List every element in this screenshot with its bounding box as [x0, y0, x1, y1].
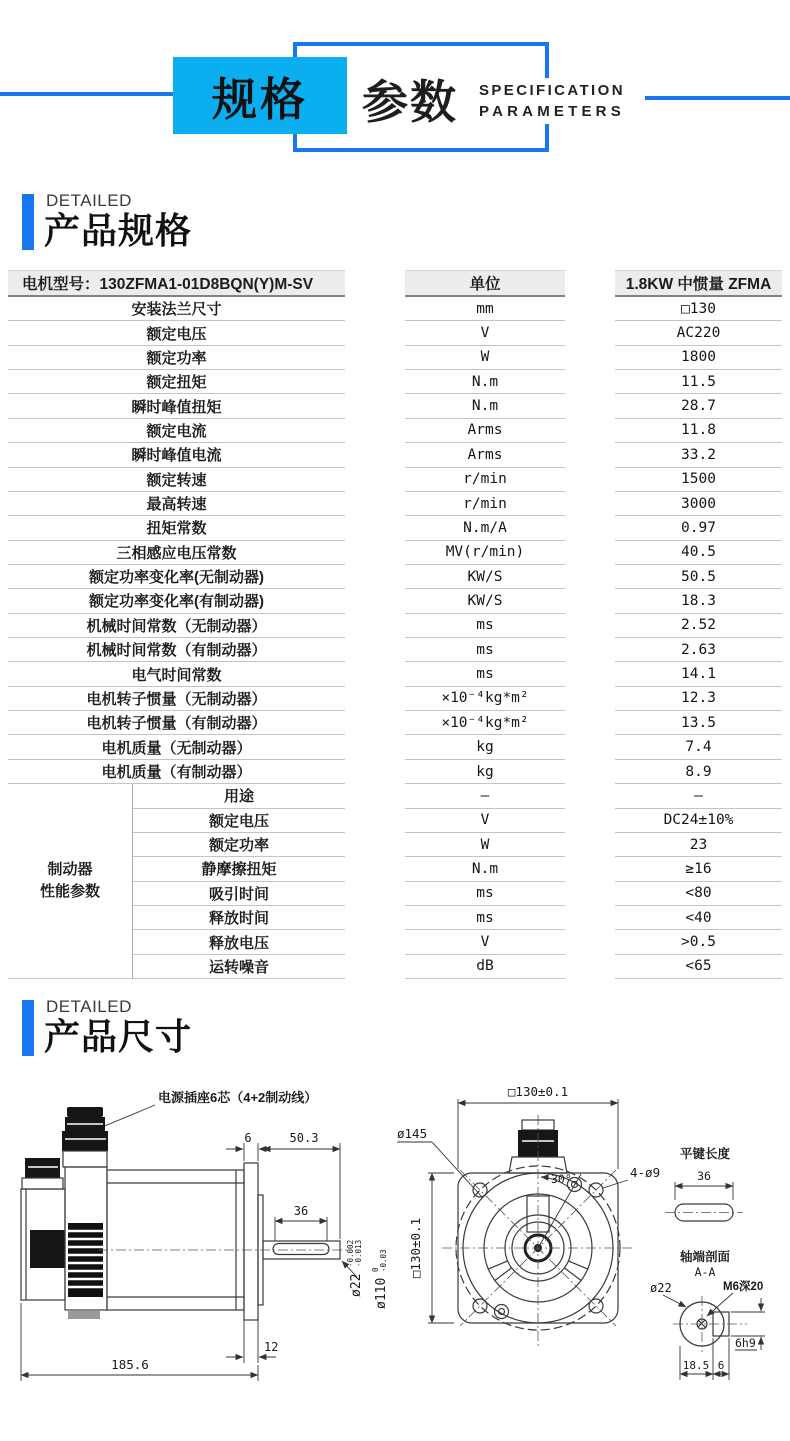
brake-parameter-group [8, 784, 782, 979]
key-and-shaft-section-drawing [645, 1140, 790, 1402]
dim-shaft-diameter: ø22 [349, 1273, 364, 1297]
table-row [133, 906, 782, 930]
unit-cell: mm [405, 297, 565, 321]
param-name-cell: 额定电流 [8, 419, 345, 443]
value-cell: 50.5 [615, 565, 782, 589]
dim-spigot-diameter: ø110 [374, 1277, 389, 1309]
value-cell: AC220 [615, 321, 782, 345]
param-name-cell: 三相感应电压常数 [8, 541, 345, 565]
value-cell: 33.2 [615, 443, 782, 467]
key-detail-title: 平键长度 [679, 1147, 731, 1161]
table-row [8, 468, 782, 492]
value-cell: 11.5 [615, 370, 782, 394]
value-cell: 11.8 [615, 419, 782, 443]
value-cell: DC24±10% [615, 809, 782, 833]
value-cell: 12.3 [615, 687, 782, 711]
param-name-cell: 额定功率 [133, 833, 345, 857]
shaft-section-dimensions [680, 1298, 765, 1380]
param-name-cell: 最高转速 [8, 492, 345, 516]
unit-cell: N.m/A [405, 516, 565, 540]
value-cell: >0.5 [615, 930, 782, 954]
dim-total-length: 185.6 [111, 1357, 149, 1372]
value-cell: 1500 [615, 468, 782, 492]
dim-keyway-width: 6 [717, 1359, 725, 1372]
param-name-cell: 释放电压 [133, 930, 345, 954]
table-row [8, 760, 782, 784]
brake-rows [133, 784, 782, 979]
key-length-dimension [675, 1169, 733, 1200]
param-name-cell: 瞬时峰值电流 [8, 443, 345, 467]
unit-cell: V [405, 321, 565, 345]
table-header-row [8, 270, 782, 297]
banner-subtitle-line2: PARAMETERS [479, 103, 625, 120]
value-cell: 13.5 [615, 711, 782, 735]
param-name-cell: 电机转子惯量（有制动器） [8, 711, 345, 735]
value-header-cell: 1.8KW 中惯量 ZFMA [615, 270, 782, 297]
front-view-dimensions [397, 1085, 660, 1323]
table-row [133, 784, 782, 808]
header-banner [0, 0, 790, 180]
value-cell: 8.9 [615, 760, 782, 784]
unit-cell: N.m [405, 370, 565, 394]
brake-group-merged-cell [8, 784, 133, 979]
section-eyebrow: DETAILED [46, 191, 132, 210]
shaft-section-title: 轴端剖面 [679, 1250, 731, 1264]
banner-subtitle-line1: SPECIFICATION [479, 82, 625, 99]
value-cell: 3000 [615, 492, 782, 516]
value-cell: 18.3 [615, 589, 782, 613]
banner-left-line [0, 92, 173, 96]
table-row [8, 419, 782, 443]
unit-cell: ms [405, 638, 565, 662]
table-row [8, 662, 782, 686]
param-name-cell: 吸引时间 [133, 882, 345, 906]
value-cell: 40.5 [615, 541, 782, 565]
dim-spigot-tol-lower: -0.03 [379, 1249, 388, 1272]
unit-cell: N.m [405, 394, 565, 418]
dim-boss-depth: 12 [264, 1340, 279, 1354]
table-row [8, 346, 782, 370]
value-cell: 23 [615, 833, 782, 857]
dim-key-width: 6h9 [735, 1336, 756, 1350]
param-name-cell: 额定功率变化率(无制动器) [8, 565, 345, 589]
unit-cell: r/min [405, 492, 565, 516]
dim-flange-width-top: □130±0.1 [507, 1085, 569, 1099]
table-row [133, 857, 782, 881]
value-cell: 14.1 [615, 662, 782, 686]
unit-cell: Arms [405, 419, 565, 443]
value-cell: 28.7 [615, 394, 782, 418]
unit-cell: Arms [405, 443, 565, 467]
unit-cell: ×10⁻⁴kg*m² [405, 687, 565, 711]
table-row [133, 809, 782, 833]
banner-right-line [645, 96, 790, 100]
dim-key-length: 36 [293, 1204, 309, 1218]
spec-table [8, 270, 782, 979]
unit-cell: V [405, 809, 565, 833]
unit-cell: ms [405, 614, 565, 638]
param-name-cell: 电气时间常数 [8, 662, 345, 686]
table-row [8, 687, 782, 711]
value-cell: <80 [615, 882, 782, 906]
dim-shaft-tol-upper: -0.002 [346, 1239, 355, 1267]
section-heading: 产品尺寸 [44, 1016, 193, 1057]
unit-cell: MV(r/min) [405, 541, 565, 565]
column-gap [565, 270, 615, 297]
param-name-cell: 用途 [133, 784, 345, 808]
dimension-section-title [22, 998, 192, 1056]
param-name-cell: 机械时间常数（无制动器） [8, 614, 345, 638]
dim-keyway-offset: 18.5 [682, 1359, 710, 1372]
param-name-cell: 额定扭矩 [8, 370, 345, 394]
unit-cell: r/min [405, 468, 565, 492]
unit-cell: — [405, 784, 565, 808]
value-cell: 2.52 [615, 614, 782, 638]
dim-flange-thickness: 6 [244, 1131, 252, 1145]
dim-boss-diameter: ø145 [397, 1126, 428, 1141]
unit-cell: N.m [405, 857, 565, 881]
param-name-cell: 额定功率 [8, 346, 345, 370]
table-row [8, 394, 782, 418]
param-name-cell: 释放时间 [133, 906, 345, 930]
dim-key-length-detail: 36 [697, 1169, 711, 1183]
connector-callout-label: 电源插座6芯（4+2制动线） [158, 1090, 318, 1105]
table-row [133, 955, 782, 979]
unit-cell: V [405, 930, 565, 954]
table-row [8, 735, 782, 759]
value-cell: □130 [615, 297, 782, 321]
dim-spigot-tol-upper: 0 [371, 1267, 380, 1272]
param-name-cell: 电机质量（无制动器） [8, 735, 345, 759]
table-row [8, 297, 782, 321]
dim-mount-holes: 4-ø9 [630, 1165, 661, 1180]
column-gap [345, 270, 405, 297]
param-name-cell: 额定功率变化率(有制动器) [8, 589, 345, 613]
unit-cell: ×10⁻⁴kg*m² [405, 711, 565, 735]
table-row [8, 541, 782, 565]
param-name-cell: 机械时间常数（有制动器） [8, 638, 345, 662]
value-cell: <40 [615, 906, 782, 930]
dim-tap-spec: M6深20 [723, 1281, 764, 1293]
shaft-section-name: A-A [694, 1265, 716, 1279]
brake-group-label-line2: 性能参数 [39, 883, 100, 901]
param-name-cell: 安装法兰尺寸 [8, 297, 345, 321]
banner-title-cn-1: 规格 [211, 74, 308, 125]
table-row [8, 443, 782, 467]
table-row [133, 882, 782, 906]
spec-section-title [22, 192, 192, 250]
section-heading: 产品规格 [44, 210, 193, 251]
table-row [8, 638, 782, 662]
banner-subtitle [477, 78, 631, 124]
value-cell: 0.97 [615, 516, 782, 540]
value-cell: — [615, 784, 782, 808]
table-row [133, 930, 782, 954]
param-name-cell: 额定电压 [8, 321, 345, 345]
param-name-cell: 静摩擦扭矩 [133, 857, 345, 881]
motor-front-view-drawing [394, 1085, 666, 1400]
table-row [8, 492, 782, 516]
dim-shaft-length: 50.3 [289, 1131, 319, 1145]
table-row [8, 614, 782, 638]
dim-shaft-section-diameter: ø22 [650, 1281, 672, 1295]
param-name-cell: 额定转速 [8, 468, 345, 492]
model-header-cell: 电机型号：130ZFMA1-01D8BQN(Y)M-SV [8, 270, 345, 297]
value-cell: 1800 [615, 346, 782, 370]
banner-title-cn-2: 参数 [362, 76, 458, 128]
table-row [8, 565, 782, 589]
table-row [8, 711, 782, 735]
param-name-cell: 运转噪音 [133, 955, 345, 979]
unit-cell: ms [405, 662, 565, 686]
motor-body-outline [21, 1163, 340, 1320]
table-row [8, 516, 782, 540]
table-row [133, 833, 782, 857]
unit-cell: kg [405, 760, 565, 784]
value-cell: 7.4 [615, 735, 782, 759]
brake-group-label-line1: 制动器 [47, 861, 93, 879]
unit-cell: W [405, 346, 565, 370]
banner-title-box [173, 57, 347, 134]
value-cell: 2.63 [615, 638, 782, 662]
section-accent-bar [22, 194, 34, 250]
param-name-cell: 额定电压 [133, 809, 345, 833]
unit-cell: dB [405, 955, 565, 979]
table-row [8, 321, 782, 345]
dim-hole-angle: 30° [551, 1172, 572, 1186]
section-accent-bar [22, 1000, 34, 1056]
param-name-cell: 电机转子惯量（无制动器） [8, 687, 345, 711]
dim-flange-width-left: □130±0.1 [408, 1217, 423, 1279]
value-cell: ≥16 [615, 857, 782, 881]
param-name-cell: 电机质量（有制动器） [8, 760, 345, 784]
spec-rows [8, 297, 782, 784]
unit-header-cell: 单位 [405, 270, 565, 297]
param-name-cell: 扭矩常数 [8, 516, 345, 540]
unit-cell: W [405, 833, 565, 857]
table-row [8, 589, 782, 613]
unit-cell: KW/S [405, 565, 565, 589]
dim-shaft-tol-lower: -0.013 [354, 1239, 363, 1267]
unit-cell: ms [405, 906, 565, 930]
value-cell: <65 [615, 955, 782, 979]
unit-cell: kg [405, 735, 565, 759]
unit-cell: ms [405, 882, 565, 906]
section-eyebrow: DETAILED [46, 997, 132, 1016]
param-name-cell: 瞬时峰值扭矩 [8, 394, 345, 418]
table-row [8, 370, 782, 394]
motor-side-view-drawing [8, 1085, 398, 1397]
unit-cell: KW/S [405, 589, 565, 613]
